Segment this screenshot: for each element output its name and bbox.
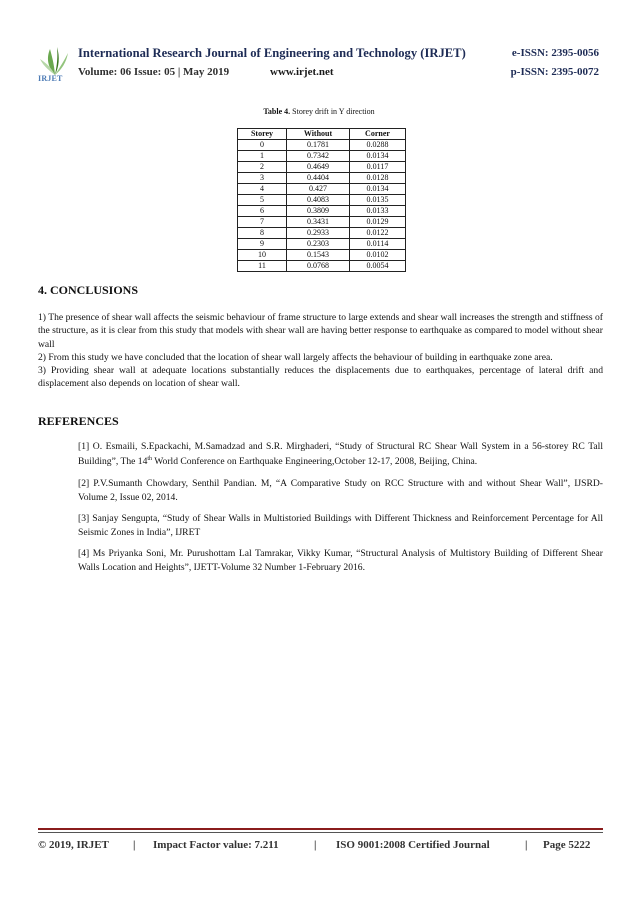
cell-storey: 2	[238, 162, 287, 173]
reference-1-superscript: th	[147, 456, 153, 463]
table-row	[238, 173, 406, 184]
cell-storey: 10	[238, 250, 287, 261]
cell-storey: 1	[238, 151, 287, 162]
cell-without: 0.3431	[287, 217, 350, 228]
conclusion-1: 1) The presence of shear wall affects the seismic behaviour of frame structure to large extends and shear wall increases the strength and stiffness of the structure, as it is clear from this study that models with shear wall are having better response to earthquake as compared to model without shear wall	[38, 312, 603, 350]
cell-without: 0.3809	[287, 206, 350, 217]
table-row	[238, 261, 406, 272]
cell-corner: 0.0122	[350, 228, 406, 239]
footer-divider	[38, 828, 603, 830]
cell-storey: 5	[238, 195, 287, 206]
cell-corner: 0.0054	[350, 261, 406, 272]
table-row	[238, 184, 406, 195]
reference-1-text: [1] O. Esmaili, S.Epackachi, M.Samadzad and S.R. Mirghaderi, “Study of Structural RC Shear Wall System in a 56-storey RC Tall Building”, The 14	[78, 441, 603, 468]
table-row	[238, 250, 406, 261]
cell-storey: 9	[238, 239, 287, 250]
journal-website: www.irjet.net	[270, 66, 334, 78]
footer-copyright: © 2019, IRJET	[38, 839, 109, 851]
cell-without: 0.427	[287, 184, 350, 195]
volume-issue: Volume: 06 Issue: 05 | May 2019	[78, 66, 230, 78]
cell-without: 0.1543	[287, 250, 350, 261]
references-heading: REFERENCES	[38, 414, 119, 428]
column-header-without: Without	[287, 129, 350, 140]
cell-corner: 0.0288	[350, 140, 406, 151]
reference-3: [3] Sanjay Sengupta, “Study of Shear Walls in Multistoried Buildings with Different Thickness and Reinforcement Percentage for All Seismic Zones in India”, IJRET	[78, 513, 603, 538]
cell-without: 0.0768	[287, 261, 350, 272]
table-row	[238, 140, 406, 151]
pissn: p-ISSN: 2395-0072	[510, 66, 599, 78]
journal-title: International Research Journal of Engineering and Technology (IRJET)	[78, 46, 466, 60]
footer-divider-thin	[38, 832, 603, 833]
cell-without: 0.7342	[287, 151, 350, 162]
cell-storey: 0	[238, 140, 287, 151]
table-row	[238, 195, 406, 206]
eissn: e-ISSN: 2395-0056	[511, 47, 599, 59]
table-caption-text: Storey drift in Y direction	[290, 107, 375, 116]
reference-1-text-cont: World Conference on Earthquake Engineering,October 12-17, 2008, Beijing, China.	[152, 456, 478, 468]
cell-without: 0.4404	[287, 173, 350, 184]
cell-corner: 0.0114	[350, 239, 406, 250]
reference-1	[78, 440, 603, 469]
cell-without: 0.2303	[287, 239, 350, 250]
cell-storey: 11	[238, 261, 287, 272]
journal-header	[38, 42, 603, 92]
column-header-corner: Corner	[350, 129, 406, 140]
references-list	[78, 440, 603, 583]
cell-storey: 4	[238, 184, 287, 195]
cell-without: 0.4649	[287, 162, 350, 173]
conclusions-heading: 4. CONCLUSIONS	[38, 283, 139, 297]
cell-corner: 0.0133	[350, 206, 406, 217]
table-header-row	[238, 129, 406, 140]
table-row	[238, 162, 406, 173]
cell-corner: 0.0134	[350, 151, 406, 162]
cell-without: 0.2933	[287, 228, 350, 239]
conclusion-3: 3) Providing shear wall at adequate locations substantially reduces the displacements due to earthquakes, percentage of lateral drift and displacement also depends on location of shear wall.	[38, 365, 603, 390]
conclusion-2: 2) From this study we have concluded that the location of shear wall largely affects the behaviour of building in earthquake zone area.	[38, 351, 553, 363]
footer-separator: |	[525, 839, 528, 851]
logo-wordmark: IRJET	[38, 74, 63, 83]
cell-corner: 0.0135	[350, 195, 406, 206]
cell-without: 0.1781	[287, 140, 350, 151]
reference-4: [4] Ms Priyanka Soni, Mr. Purushottam Lal Tamrakar, Vikky Kumar, “Structural Analysis of Multistory Building of Different Shear Walls Location and Heights”, IJETT-Volume 32 Number 1-February 2016.	[78, 548, 603, 573]
table-caption-label: Table 4.	[263, 107, 291, 116]
footer-page-number: Page 5222	[543, 839, 591, 851]
conclusions-body	[38, 311, 603, 391]
footer-separator: |	[314, 839, 317, 851]
table-row	[238, 151, 406, 162]
cell-storey: 8	[238, 228, 287, 239]
cell-corner: 0.0129	[350, 217, 406, 228]
storey-drift-table	[237, 128, 406, 272]
footer-separator: |	[133, 839, 136, 851]
cell-corner: 0.0134	[350, 184, 406, 195]
table-caption	[0, 107, 638, 116]
table-row	[238, 217, 406, 228]
table-row	[238, 239, 406, 250]
cell-corner: 0.0102	[350, 250, 406, 261]
cell-storey: 7	[238, 217, 287, 228]
cell-corner: 0.0128	[350, 173, 406, 184]
reference-2: [2] P.V.Sumanth Chowdary, Senthil Pandian. M, “A Comparative Study on RCC Structure with and without Shear Wall”, IJSRD-Volume 2, Issue 02, 2014.	[78, 478, 603, 503]
cell-without: 0.4083	[287, 195, 350, 206]
footer-iso: ISO 9001:2008 Certified Journal	[336, 839, 490, 851]
cell-corner: 0.0117	[350, 162, 406, 173]
footer-impact-factor: Impact Factor value: 7.211	[153, 839, 279, 851]
cell-storey: 6	[238, 206, 287, 217]
table-row	[238, 206, 406, 217]
table-row	[238, 228, 406, 239]
cell-storey: 3	[238, 173, 287, 184]
column-header-storey: Storey	[238, 129, 287, 140]
